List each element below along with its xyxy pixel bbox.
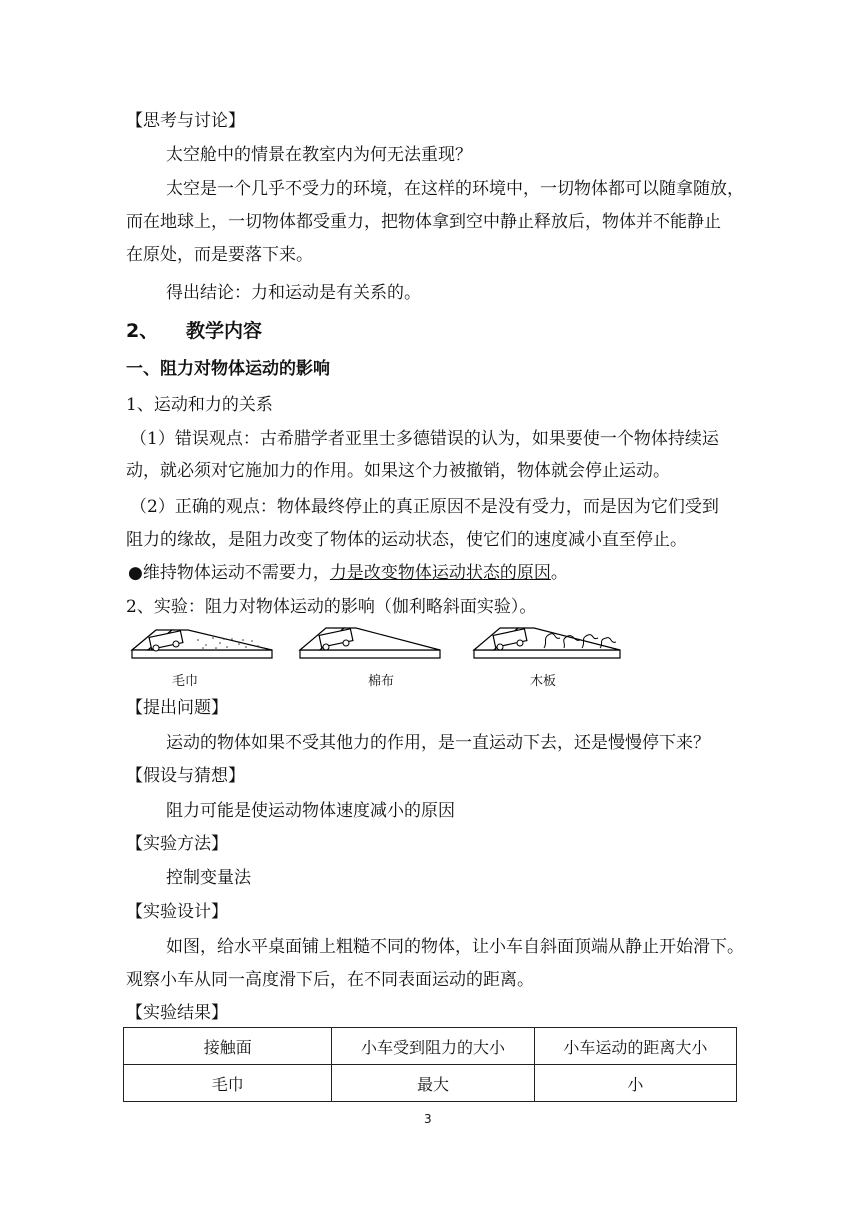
right-view-line-1: （2）正确的观点：物体最终停止的真正原因不是没有受力，而是因为它们受到 <box>130 497 719 517</box>
wrong-view-line-2: 动，就必须对它施加力的作用。如果这个力被撤销，物体就会停止运动。 <box>126 461 670 481</box>
table-row <box>124 1065 737 1102</box>
table-header-cell: 小车受到阻力的大小 <box>332 1028 534 1065</box>
table-header-cell: 小车运动的距离大小 <box>534 1028 736 1065</box>
subheading-2: 2、实验：阻力对物体运动的影响（伽利略斜面实验）。 <box>126 597 537 617</box>
answer-line-1: 太空是一个几乎不受力的环境，在这样的环境中，一切物体都可以随拿随放， <box>166 179 744 199</box>
right-view-line-2: 阻力的缘故，是阻力改变了物体的运动状态，使它们的速度减小直至停止。 <box>126 530 687 550</box>
bullet-underlined-text: 力是改变物体运动状态的原因 <box>329 563 551 583</box>
answer-line-3: 在原处，而是要落下来。 <box>126 245 313 265</box>
part1-title: 一、阻力对物体运动的影响 <box>126 359 330 379</box>
table-cell: 小 <box>534 1065 736 1102</box>
bullet-prefix: ●维持物体运动不需要力， <box>128 563 330 583</box>
design-line-2: 观察小车从同一高度滑下后，在不同表面运动的距离。 <box>126 970 534 990</box>
table-header-cell: 接触面 <box>124 1028 332 1065</box>
section-number: 2、 <box>126 320 159 342</box>
design-line-1: 如图，给水平桌面铺上粗糙不同的物体，让小车自斜面顶端从静止开始滑下。 <box>166 937 744 957</box>
table-header-row <box>124 1028 737 1065</box>
table-cell: 最大 <box>332 1065 534 1102</box>
think-discuss-heading: 【思考与讨论】 <box>126 111 245 131</box>
hypothesis-text: 阻力可能是使运动物体速度减小的原因 <box>166 801 455 821</box>
incline-cotton-diagram <box>300 628 440 658</box>
bullet-line <box>128 562 568 584</box>
method-text: 控制变量法 <box>166 868 251 888</box>
page-number: 3 <box>424 1112 432 1126</box>
incline-towel-diagram <box>132 630 272 658</box>
bullet-suffix: 。 <box>550 563 568 583</box>
hypothesis-heading: 【假设与猜想】 <box>126 766 245 786</box>
incline-wood-diagram <box>474 628 620 658</box>
ask-text: 运动的物体如果不受其他力的作用，是一直运动下去，还是慢慢停下来？ <box>166 733 710 753</box>
conclusion-text: 得出结论：力和运动是有关系的。 <box>166 283 421 303</box>
results-heading: 【实验结果】 <box>126 1003 228 1023</box>
figure-label-cotton: 棉布 <box>368 674 395 689</box>
wrong-view-line-1: （1）错误观点：古希腊学者亚里士多德错误的认为，如果要使一个物体持续运 <box>130 429 719 449</box>
answer-line-2: 而在地球上，一切物体都受重力，把物体拿到空中静止释放后，物体并不能静止 <box>126 212 721 232</box>
section-title: 教学内容 <box>186 320 263 342</box>
results-table <box>123 1027 737 1102</box>
subheading-1: 1、运动和力的关系 <box>126 395 273 415</box>
table-cell: 毛巾 <box>124 1065 332 1102</box>
question-text: 太空舱中的情景在教室内为何无法重现？ <box>166 145 472 165</box>
figure-label-wood: 木板 <box>530 674 557 689</box>
design-heading: 【实验设计】 <box>126 902 228 922</box>
figure-label-towel: 毛巾 <box>172 674 199 689</box>
method-heading: 【实验方法】 <box>126 834 228 854</box>
ask-heading: 【提出问题】 <box>126 698 228 718</box>
